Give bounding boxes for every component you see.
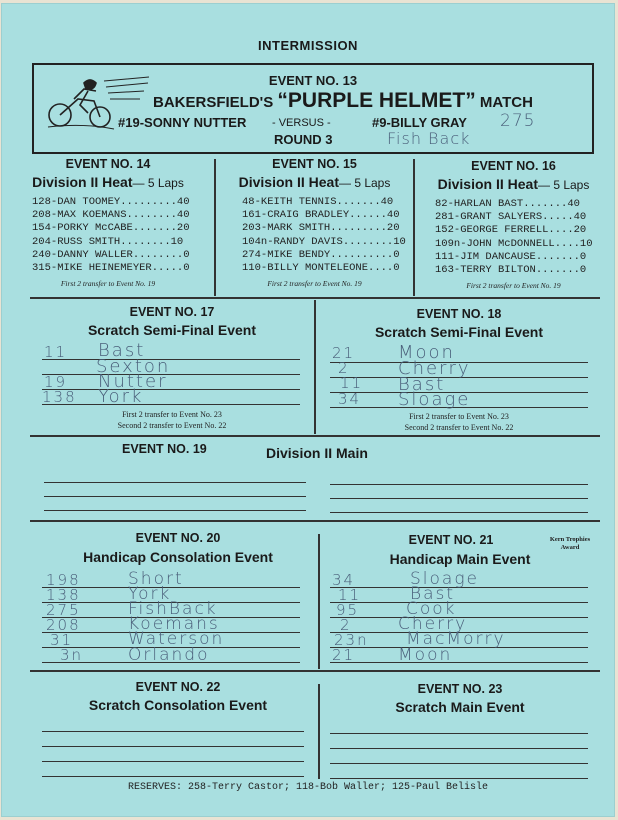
event-title: EVENT NO. 21	[408, 533, 494, 547]
event-subtitle: Division II Heat	[437, 176, 538, 192]
event-title: EVENT NO. 14	[65, 157, 151, 171]
match-suffix: MATCH	[475, 94, 533, 111]
reserves-line: RESERVES: 258-Terry Castor; 118-Bob Waller; 125-Paul Belisle	[127, 782, 489, 793]
rider-line: 110-BILLY MONTELEONE....0	[242, 262, 400, 275]
match-title	[94, 89, 592, 113]
rider-line: 208-MAX KOEMANS........40	[32, 209, 190, 222]
entry-number: 23n	[334, 631, 369, 649]
entry-number: 34	[338, 390, 362, 408]
rider-line: 163-TERRY BILTON.......0	[435, 264, 587, 277]
entry-number: 3n	[60, 646, 84, 664]
entry-name: Cherry	[398, 614, 468, 634]
entry-number: 275	[46, 601, 81, 619]
entry-name: Bast	[98, 340, 146, 361]
entry-number: 138	[46, 586, 81, 604]
event-title: EVENT NO. 18	[416, 307, 502, 321]
transfer-note: First 2 transfer to Event No. 19	[60, 279, 156, 288]
event-title: EVENT NO. 20	[135, 531, 221, 545]
entry-number: 95	[336, 601, 360, 619]
rider-line: 240-DANNY WALLER........0	[32, 248, 190, 261]
rider-1: #19-SONNY NUTTER	[118, 115, 247, 130]
heat-lineup	[435, 198, 593, 277]
award-note	[540, 536, 600, 552]
rider-line: 104n-RANDY DAVIS........10	[242, 235, 406, 248]
entry-number: 31	[50, 631, 74, 649]
transfer-note: Second 2 transfer to Event No. 22	[404, 423, 514, 432]
rider-line: 152-GEORGE FERRELL....20	[435, 224, 587, 237]
transfer-note: First 2 transfer to Event No. 19	[466, 281, 561, 290]
event-13-box	[32, 63, 594, 154]
rider-line: 204-RUSS SMITH........10	[32, 235, 184, 248]
event-title: EVENT NO. 17	[129, 305, 215, 319]
entry-name: Moon	[398, 645, 453, 665]
program-page	[2, 4, 614, 816]
entry-name: Sexton	[96, 356, 171, 377]
rider-line: 48-KEITH TENNIS.......40	[242, 196, 394, 208]
laps-text: — 5 Laps	[338, 176, 391, 190]
round-text: ROUND 3	[274, 132, 333, 147]
entry-number: 19	[44, 373, 68, 391]
transfer-note: Second 2 transfer to Event No. 22	[117, 421, 227, 430]
event-subtitle: Division II Heat	[238, 174, 339, 190]
entry-name: Bast	[398, 374, 446, 395]
transfer-note: First 2 transfer to Event No. 23	[409, 412, 509, 421]
entry-number: 2	[340, 616, 352, 634]
rider-line: 128-DAN TOOMEY.........40	[32, 196, 190, 208]
event-subtitle: Division II Heat	[32, 174, 133, 190]
rider-line: 82-HARLAN BAST.......40	[435, 198, 580, 210]
entry-number: 21	[332, 646, 356, 664]
entry-number: 11	[44, 343, 68, 361]
entry-number: 11	[338, 586, 362, 604]
rider-line: 109n-JOHN McDONNELL....10	[435, 237, 593, 250]
event-subtitle: Handicap Consolation Event	[83, 549, 273, 565]
entry-number: 208	[46, 616, 81, 634]
award-line: Kern Trophies	[549, 536, 591, 543]
rider-line: 161-CRAIG BRADLEY......40	[242, 209, 400, 222]
handwritten-number: 275	[500, 111, 536, 131]
rider-line: 154-PORKY McCABE.......20	[32, 222, 190, 235]
versus-text: - VERSUS -	[272, 117, 331, 129]
heat-lineup	[242, 196, 406, 275]
award-line: Award	[560, 544, 580, 551]
match-prefix: BAKERSFIELD'S	[153, 94, 278, 111]
rider-line: 315-MIKE HEINEMEYER.....0	[32, 262, 190, 275]
event-title: EVENT NO. 22	[135, 680, 221, 694]
entry-name: FishBack	[128, 599, 218, 619]
rider-2: #9-BILLY GRAY	[372, 115, 467, 130]
event-subtitle: Scratch Main Event	[395, 699, 525, 715]
event-subtitle: Division II Main	[266, 445, 368, 461]
heat-lineup	[32, 196, 190, 275]
transfer-note: First 2 transfer to Event No. 23	[122, 410, 222, 419]
event-subtitle: Handicap Main Event	[389, 551, 531, 567]
event-title: EVENT NO. 19	[122, 442, 207, 456]
rider-line: 274-MIKE BENDY..........0	[242, 248, 400, 261]
event-13-title: EVENT NO. 13	[268, 73, 358, 88]
event-title: EVENT NO. 23	[417, 682, 503, 696]
entry-number: 2	[338, 359, 350, 377]
laps-text: — 5 Laps	[537, 178, 590, 192]
entry-name: Bast	[410, 584, 456, 604]
intermission-heading: INTERMISSION	[258, 38, 358, 53]
entry-number: 34	[332, 571, 356, 589]
match-name: “PURPLE HELMET”	[277, 89, 476, 112]
rider-line: 111-JIM DANCAUSE.......0	[435, 250, 587, 263]
entry-name: Sloage	[410, 569, 479, 589]
entry-name: York	[128, 584, 172, 604]
entry-name: Waterson	[128, 629, 225, 649]
entry-name: Sloage	[398, 389, 471, 410]
event-subtitle: Scratch Semi-Final Event	[374, 324, 544, 340]
rider-line: 281-GRANT SALYERS.....40	[435, 211, 587, 224]
event-subtitle: Scratch Semi-Final Event	[87, 322, 257, 338]
entry-name: Koemans	[128, 614, 220, 634]
entry-name: MacMorry	[406, 629, 506, 649]
entry-number: 198	[46, 571, 81, 589]
entry-number: 138	[42, 388, 77, 406]
transfer-note: First 2 transfer to Event No. 19	[267, 279, 362, 288]
entry-number: 21	[332, 344, 356, 362]
event-subtitle: Scratch Consolation Event	[88, 697, 268, 713]
entry-number: 11	[340, 374, 364, 392]
entry-name: Nutter	[98, 371, 168, 392]
rider-line: 203-MARK SMITH.........20	[242, 222, 400, 235]
event-title: EVENT NO. 15	[272, 157, 357, 171]
entry-name: York	[98, 386, 144, 407]
entry-name: Cherry	[398, 358, 471, 379]
entry-name: Cook	[406, 599, 457, 619]
laps-text: — 5 Laps	[132, 176, 184, 190]
entry-name: Moon	[398, 342, 455, 363]
entry-name: Short	[128, 569, 184, 589]
handwritten-name: Fish Back	[387, 129, 471, 148]
entry-name: Orlando	[128, 645, 210, 665]
event-title: EVENT NO. 16	[471, 159, 556, 173]
